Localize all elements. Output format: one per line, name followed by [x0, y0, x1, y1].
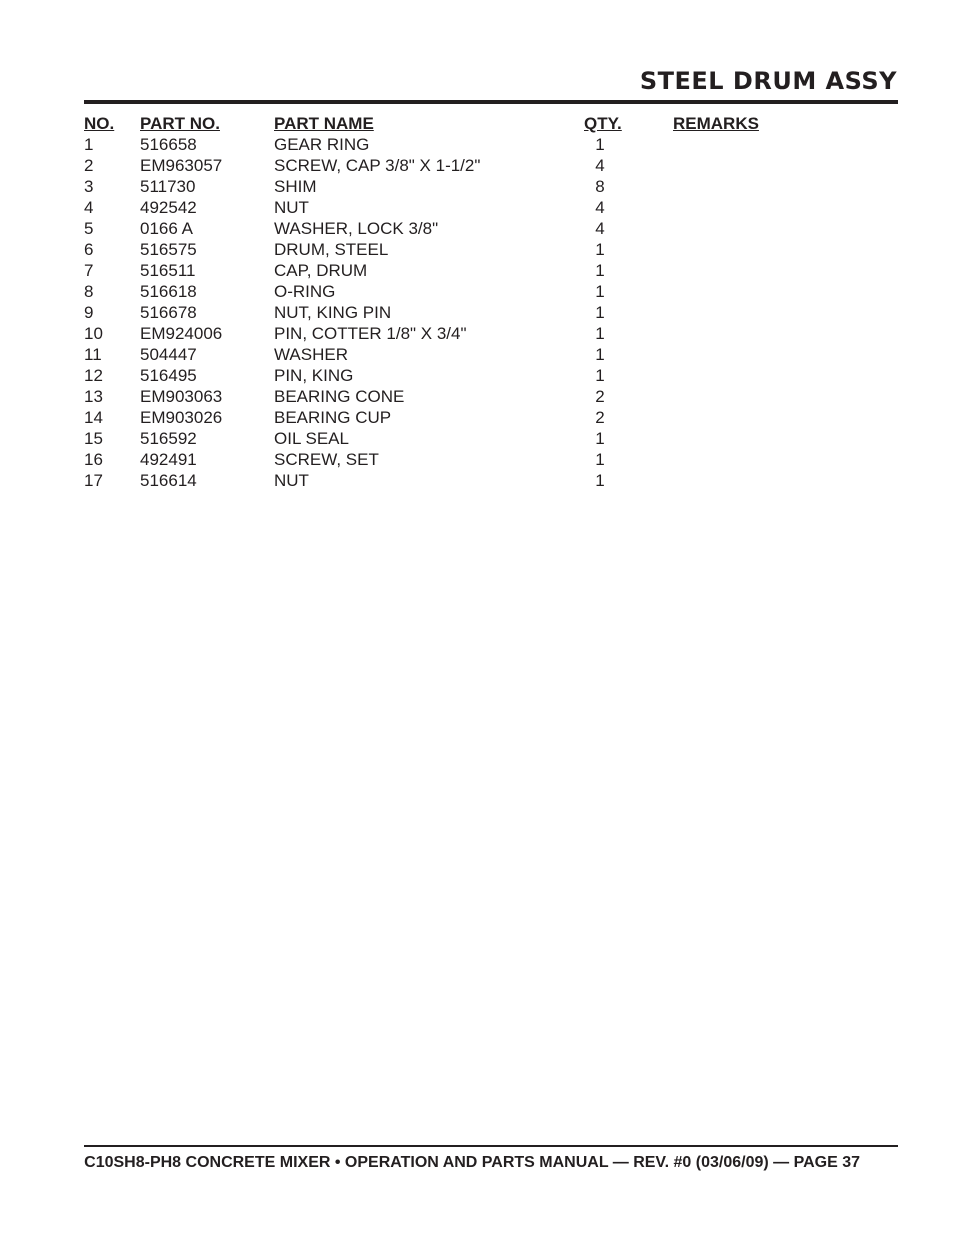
cell-part-no: 516592 — [140, 429, 197, 448]
cell-part-name: O-RING — [274, 282, 336, 301]
cell-part-name: NUT — [274, 198, 309, 217]
cell-qty: 1 — [595, 450, 605, 469]
cell-part-no: 492491 — [140, 450, 197, 469]
table-row — [84, 344, 784, 365]
column-header-remarks: REMARKS — [673, 114, 759, 133]
table-row — [84, 218, 784, 239]
column-header-part-no: PART NO. — [140, 114, 220, 133]
table-row — [84, 302, 784, 323]
cell-part-name: SCREW, SET — [274, 450, 379, 469]
table-row — [84, 407, 784, 428]
cell-no: 1 — [84, 135, 94, 154]
column-header-qty: QTY. — [584, 114, 622, 133]
cell-part-name: WASHER, LOCK 3/8" — [274, 219, 439, 238]
table-row — [84, 281, 784, 302]
column-header-no: NO. — [84, 114, 115, 133]
cell-qty: 1 — [595, 471, 605, 490]
cell-qty: 4 — [595, 198, 605, 217]
cell-qty: 1 — [595, 366, 605, 385]
cell-qty: 1 — [595, 261, 605, 280]
cell-no: 12 — [84, 366, 103, 385]
cell-no: 5 — [84, 219, 94, 238]
cell-no: 14 — [84, 408, 103, 427]
cell-qty: 1 — [595, 240, 605, 259]
cell-qty: 1 — [595, 345, 605, 364]
cell-part-name: NUT, KING PIN — [274, 303, 392, 322]
cell-part-no: 516495 — [140, 366, 197, 385]
cell-no: 11 — [84, 345, 102, 364]
cell-no: 15 — [84, 429, 103, 448]
cell-qty: 1 — [595, 282, 605, 301]
parts-table — [84, 113, 784, 491]
cell-part-no: EM924006 — [140, 324, 223, 343]
cell-qty: 8 — [595, 177, 605, 196]
table-row — [84, 155, 784, 176]
table-row — [84, 449, 784, 470]
cell-no: 8 — [84, 282, 94, 301]
cell-part-no: 504447 — [140, 345, 197, 364]
table-header-row — [84, 113, 784, 134]
cell-no: 13 — [84, 387, 103, 406]
cell-no: 16 — [84, 450, 103, 469]
cell-qty: 1 — [595, 429, 605, 448]
table-row — [84, 176, 784, 197]
cell-part-no: 492542 — [140, 198, 197, 217]
cell-part-no: EM963057 — [140, 156, 223, 175]
cell-part-name: NUT — [274, 471, 309, 490]
cell-part-name: WASHER — [274, 345, 348, 364]
cell-part-name: SCREW, CAP 3/8" X 1-1/2" — [274, 156, 481, 175]
table-body — [84, 134, 784, 491]
cell-part-no: 516658 — [140, 135, 197, 154]
cell-no: 7 — [84, 261, 94, 280]
cell-no: 9 — [84, 303, 94, 322]
table-row — [84, 323, 784, 344]
cell-part-name: OIL SEAL — [274, 429, 349, 448]
cell-part-name: CAP, DRUM — [274, 261, 368, 280]
cell-part-no: 511730 — [140, 177, 196, 196]
cell-no: 4 — [84, 198, 94, 217]
cell-qty: 4 — [595, 219, 605, 238]
footer-divider — [84, 1145, 898, 1147]
page-footer: C10SH8-PH8 CONCRETE MIXER • OPERATION AND PARTS MANUAL — REV. #0 (03/06/09) — PAGE 37 — [84, 1154, 860, 1171]
cell-no: 2 — [84, 156, 94, 175]
cell-part-no: 516511 — [140, 261, 196, 280]
cell-part-no: EM903026 — [140, 408, 223, 427]
table-row — [84, 470, 784, 491]
cell-qty: 2 — [595, 408, 605, 427]
cell-qty: 1 — [595, 324, 605, 343]
title-divider — [84, 100, 898, 104]
table-row — [84, 428, 784, 449]
cell-part-no: 516678 — [140, 303, 197, 322]
cell-part-no: 516575 — [140, 240, 197, 259]
cell-qty: 1 — [595, 303, 605, 322]
cell-no: 3 — [84, 177, 94, 196]
cell-part-name: GEAR RING — [274, 135, 370, 154]
cell-part-no: 516614 — [140, 471, 197, 490]
cell-part-no: 516618 — [140, 282, 197, 301]
cell-qty: 2 — [595, 387, 605, 406]
cell-no: 6 — [84, 240, 94, 259]
cell-qty: 1 — [595, 135, 605, 154]
cell-part-name: BEARING CONE — [274, 387, 405, 406]
table-row — [84, 197, 784, 218]
page-title: STEEL DRUM ASSY — [639, 67, 897, 95]
cell-part-no: EM903063 — [140, 387, 223, 406]
cell-part-name: PIN, COTTER 1/8" X 3/4" — [274, 324, 467, 343]
cell-no: 17 — [84, 471, 103, 490]
table-row — [84, 386, 784, 407]
cell-part-name: BEARING CUP — [274, 408, 392, 427]
cell-part-no: 0166 A — [140, 219, 193, 238]
cell-no: 10 — [84, 324, 103, 343]
table-row — [84, 239, 784, 260]
table-row — [84, 134, 784, 155]
table-row — [84, 260, 784, 281]
table-row — [84, 365, 784, 386]
cell-part-name: DRUM, STEEL — [274, 240, 389, 259]
cell-qty: 4 — [595, 156, 605, 175]
cell-part-name: PIN, KING — [274, 366, 354, 385]
column-header-part-name: PART NAME — [274, 114, 374, 133]
cell-part-name: SHIM — [274, 177, 317, 196]
